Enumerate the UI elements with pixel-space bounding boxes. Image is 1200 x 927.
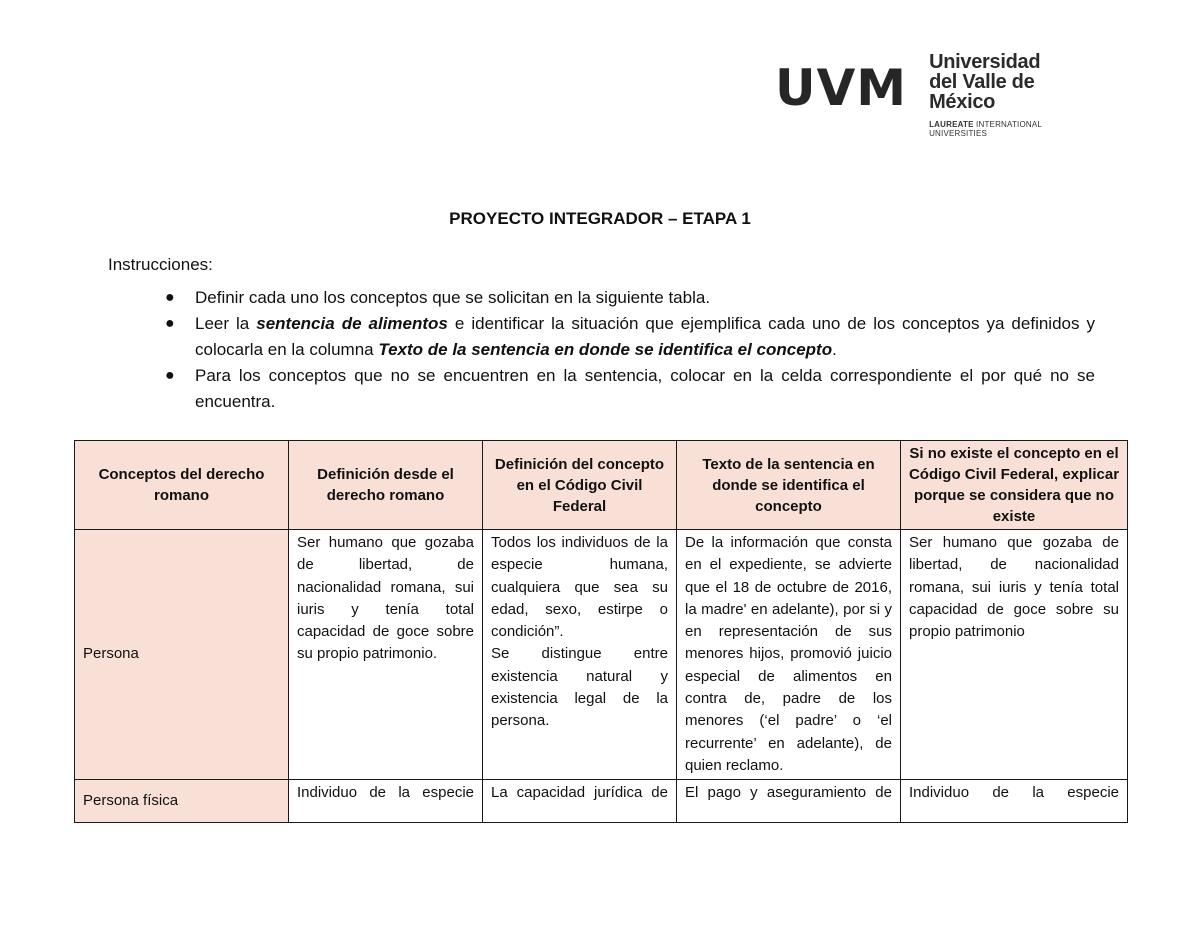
sentence-text-cell: El pago y aseguramiento de xyxy=(677,780,901,823)
instructions-list xyxy=(165,285,1095,415)
header-sentence-text: Texto de la sentencia en donde se identifica el concepto xyxy=(677,441,901,530)
header-concepts: Conceptos del derecho romano xyxy=(75,441,289,530)
uvm-logo xyxy=(775,51,1095,138)
table-row xyxy=(75,530,1128,780)
page-title: PROYECTO INTEGRADOR – ETAPA 1 xyxy=(449,209,751,228)
logo-line-name: del Valle de México xyxy=(929,71,1035,113)
logo-text xyxy=(929,52,1095,138)
roman-definition-cell: Individuo de la especie xyxy=(289,780,483,823)
header-roman-definition: Definición desde el derecho romano xyxy=(289,441,483,530)
sentence-text-cell: De la información que consta en el expediente, se advierte que el 18 de octubre de 2016, la madre' en adelante), por si y en representación de sus menores hijos, promovió juicio especial de alimentos en contra de, padre de los menores (‘el padre’ o ‘el recurrente’ en adelante), de quien reclamo. xyxy=(677,530,901,780)
list-item: ● Definir cada uno los conceptos que se solicitan en la siguiente tabla. xyxy=(165,285,1095,311)
header-ccf-definition: Definición del concepto en el Código Civil Federal xyxy=(483,441,677,530)
bullet-icon: ● xyxy=(165,315,175,332)
table-row xyxy=(75,780,1128,823)
list-item: ● Para los conceptos que no se encuentren en la sentencia, colocar en la celda correspondiente el por qué no se encuentra. xyxy=(165,363,1095,415)
ccf-definition-cell: La capacidad jurídica de xyxy=(483,780,677,823)
concepts-table xyxy=(74,440,1128,823)
logo-line-laureate: LAUREATE INTERNATIONAL UNIVERSITIES xyxy=(929,120,1042,138)
table-header-row xyxy=(75,441,1128,530)
bullet-icon: ● xyxy=(165,289,175,306)
list-item: ● Leer la sentencia de alimentos e identificar la situación que ejemplifica cada uno de los conceptos ya definidos y colocarla en la columna Texto de la sentencia en donde se identifica el concepto. xyxy=(165,311,1095,363)
header-explanation: Si no existe el concepto en el Código Civil Federal, explicar porque se considera que no existe xyxy=(901,441,1128,530)
instructions-label: Instrucciones: xyxy=(108,255,213,274)
concept-cell: Persona xyxy=(75,530,289,780)
explanation-cell: Ser humano que gozaba de libertad, de nacionalidad romana, sui iuris y tenía total capacidad de goce sobre su propio patrimonio xyxy=(901,530,1128,780)
logo-line-university: Universidad xyxy=(929,51,1041,73)
ccf-definition-cell: Todos los individuos de la especie humana, cualquiera que sea su edad, sexo, estirpe o condición”. Se distingue entre existencia natural y existencia legal de la persona. xyxy=(483,530,677,780)
concept-cell: Persona física xyxy=(75,780,289,823)
roman-definition-cell: Ser humano que gozaba de libertad, de nacionalidad romana, sui iuris y tenía total capacidad de goce sobre su propio patrimonio. xyxy=(289,530,483,780)
bullet-icon: ● xyxy=(165,367,175,384)
logo-mark: UVM xyxy=(775,59,908,117)
explanation-cell: Individuo de la especie xyxy=(901,780,1128,823)
